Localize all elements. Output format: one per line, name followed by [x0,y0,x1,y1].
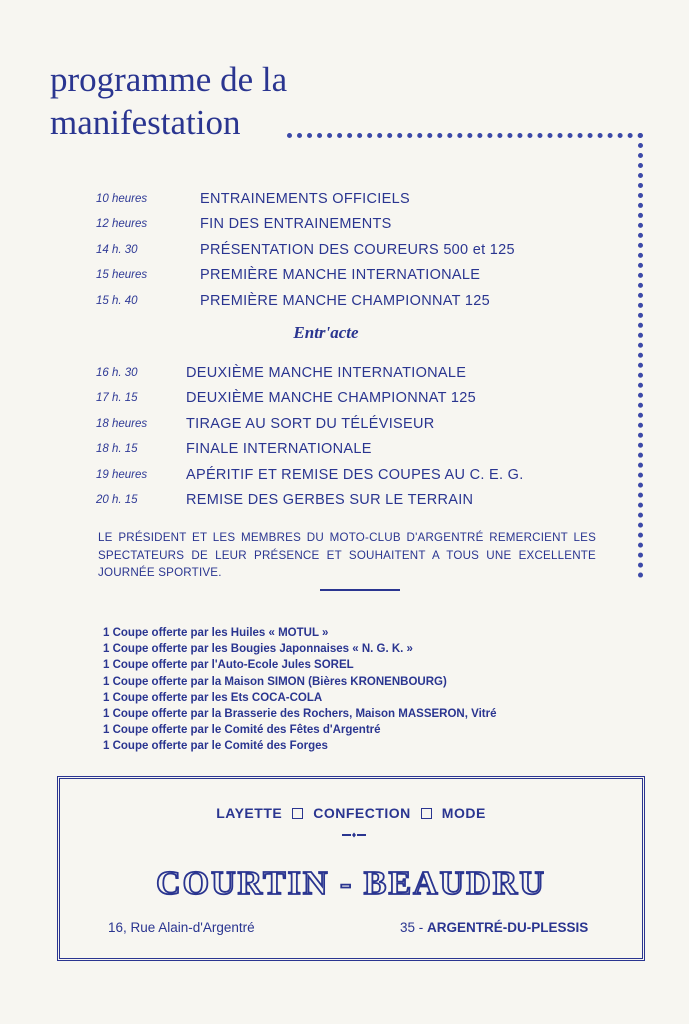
schedule-time: 12 heures [96,218,148,231]
dotted-frame-top [287,133,643,138]
schedule-event: ENTRAINEMENTS OFFICIELS [200,190,410,207]
schedule-second-part [96,360,556,513]
entracte-heading: Entr'acte [293,323,359,342]
schedule-time: 16 h. 30 [96,366,138,379]
shop-city-line [400,920,588,935]
schedule-event: FIN DES ENTRAINEMENTS [200,216,392,233]
schedule-time: 10 heures [96,192,148,205]
sponsor-item: 1 Coupe offerte par les Ets COCA-COLA [103,691,323,704]
schedule-row [96,212,556,238]
sponsor-item: 1 Coupe offerte par le Comité des Forges [103,740,328,753]
checkbox-square-icon [292,808,303,819]
shop-postcode: 35 - [400,920,424,935]
schedule-event: REMISE DES GERBES SUR LE TERRAIN [186,492,474,509]
schedule-event: DEUXIÈME MANCHE CHAMPIONNAT 125 [186,390,476,407]
schedule-row [96,237,556,263]
schedule-row [96,462,556,488]
sponsor-item: 1 Coupe offerte par les Huiles « MOTUL » [103,627,329,639]
sponsor-item: 1 Coupe offerte par le Comité des Fêtes d'Argentré [103,724,381,737]
sponsor-item: 1 Coupe offerte par l'Auto-Ecole Jules SOREL [103,659,354,672]
schedule-row [96,488,556,514]
ad-item-layette: LAYETTE [216,805,283,821]
page-title [50,58,287,144]
ad-item-confection: CONFECTION [313,805,411,821]
title-line-1: programme de la [50,60,288,99]
sponsor-item: 1 Coupe offerte par la Maison SIMON (Bières KRONENBOURG) [103,675,447,688]
sponsor-list [103,627,603,757]
schedule-row [96,411,556,437]
schedule-event: FINALE INTERNATIONALE [186,441,372,458]
shop-name: COURTIN - BEAUDRU [156,865,546,902]
sponsor-item: 1 Coupe offerte par les Bougies Japonnaises « N. G. K. » [103,643,413,656]
schedule-row [96,360,556,386]
schedule-time: 14 h. 30 [96,243,138,256]
schedule-row [96,186,556,212]
shop-address: 16, Rue Alain-d'Argentré [108,920,255,935]
checkbox-square-icon [421,808,432,819]
schedule-row [96,263,556,289]
sponsor-item: 1 Coupe offerte par la Brasserie des Rochers, Maison MASSERON, Vitré [103,707,497,720]
schedule-time: 20 h. 15 [96,494,138,507]
schedule-row [96,386,556,412]
schedule-time: 17 h. 15 [96,392,138,405]
thanks-paragraph: LE PRÉSIDENT ET LES MEMBRES DU MOTO-CLUB D'ARGENTRÉ REMERCIENT LES SPECTATEURS DE LEUR PRÉSENCE ET SOUHAITENT A TOUS UNE EXCELLENTE JOURNÉE SPORTIVE. [98,531,596,579]
schedule-time: 15 h. 40 [96,294,138,307]
schedule-event: TIRAGE AU SORT DU TÉLÉVISEUR [186,415,435,432]
schedule-event: PREMIÈRE MANCHE CHAMPIONNAT 125 [200,292,490,309]
schedule-event: APÉRITIF ET REMISE DES COUPES AU C. E. G. [186,466,524,483]
shop-advertisement [57,776,645,961]
title-line-2: manifestation [50,103,241,142]
schedule-time: 19 heures [96,468,148,481]
schedule [96,186,556,509]
schedule-event: PRÉSENTATION DES COUREURS 500 et 125 [200,241,515,258]
ad-item-mode: MODE [441,805,486,821]
schedule-time: 18 h. 15 [96,443,138,456]
schedule-time: 18 heures [96,417,148,430]
schedule-row [96,437,556,463]
shop-city: ARGENTRÉ-DU-PLESSIS [427,920,589,935]
ad-product-line [60,805,642,821]
schedule-row [96,288,556,314]
dotted-frame-right [638,133,643,578]
schedule-event: PREMIÈRE MANCHE INTERNATIONALE [200,267,481,284]
schedule-time: 15 heures [96,269,148,282]
divider-rule [320,589,400,591]
ornament-icon [342,831,366,839]
schedule-event: DEUXIÈME MANCHE INTERNATIONALE [186,364,467,381]
